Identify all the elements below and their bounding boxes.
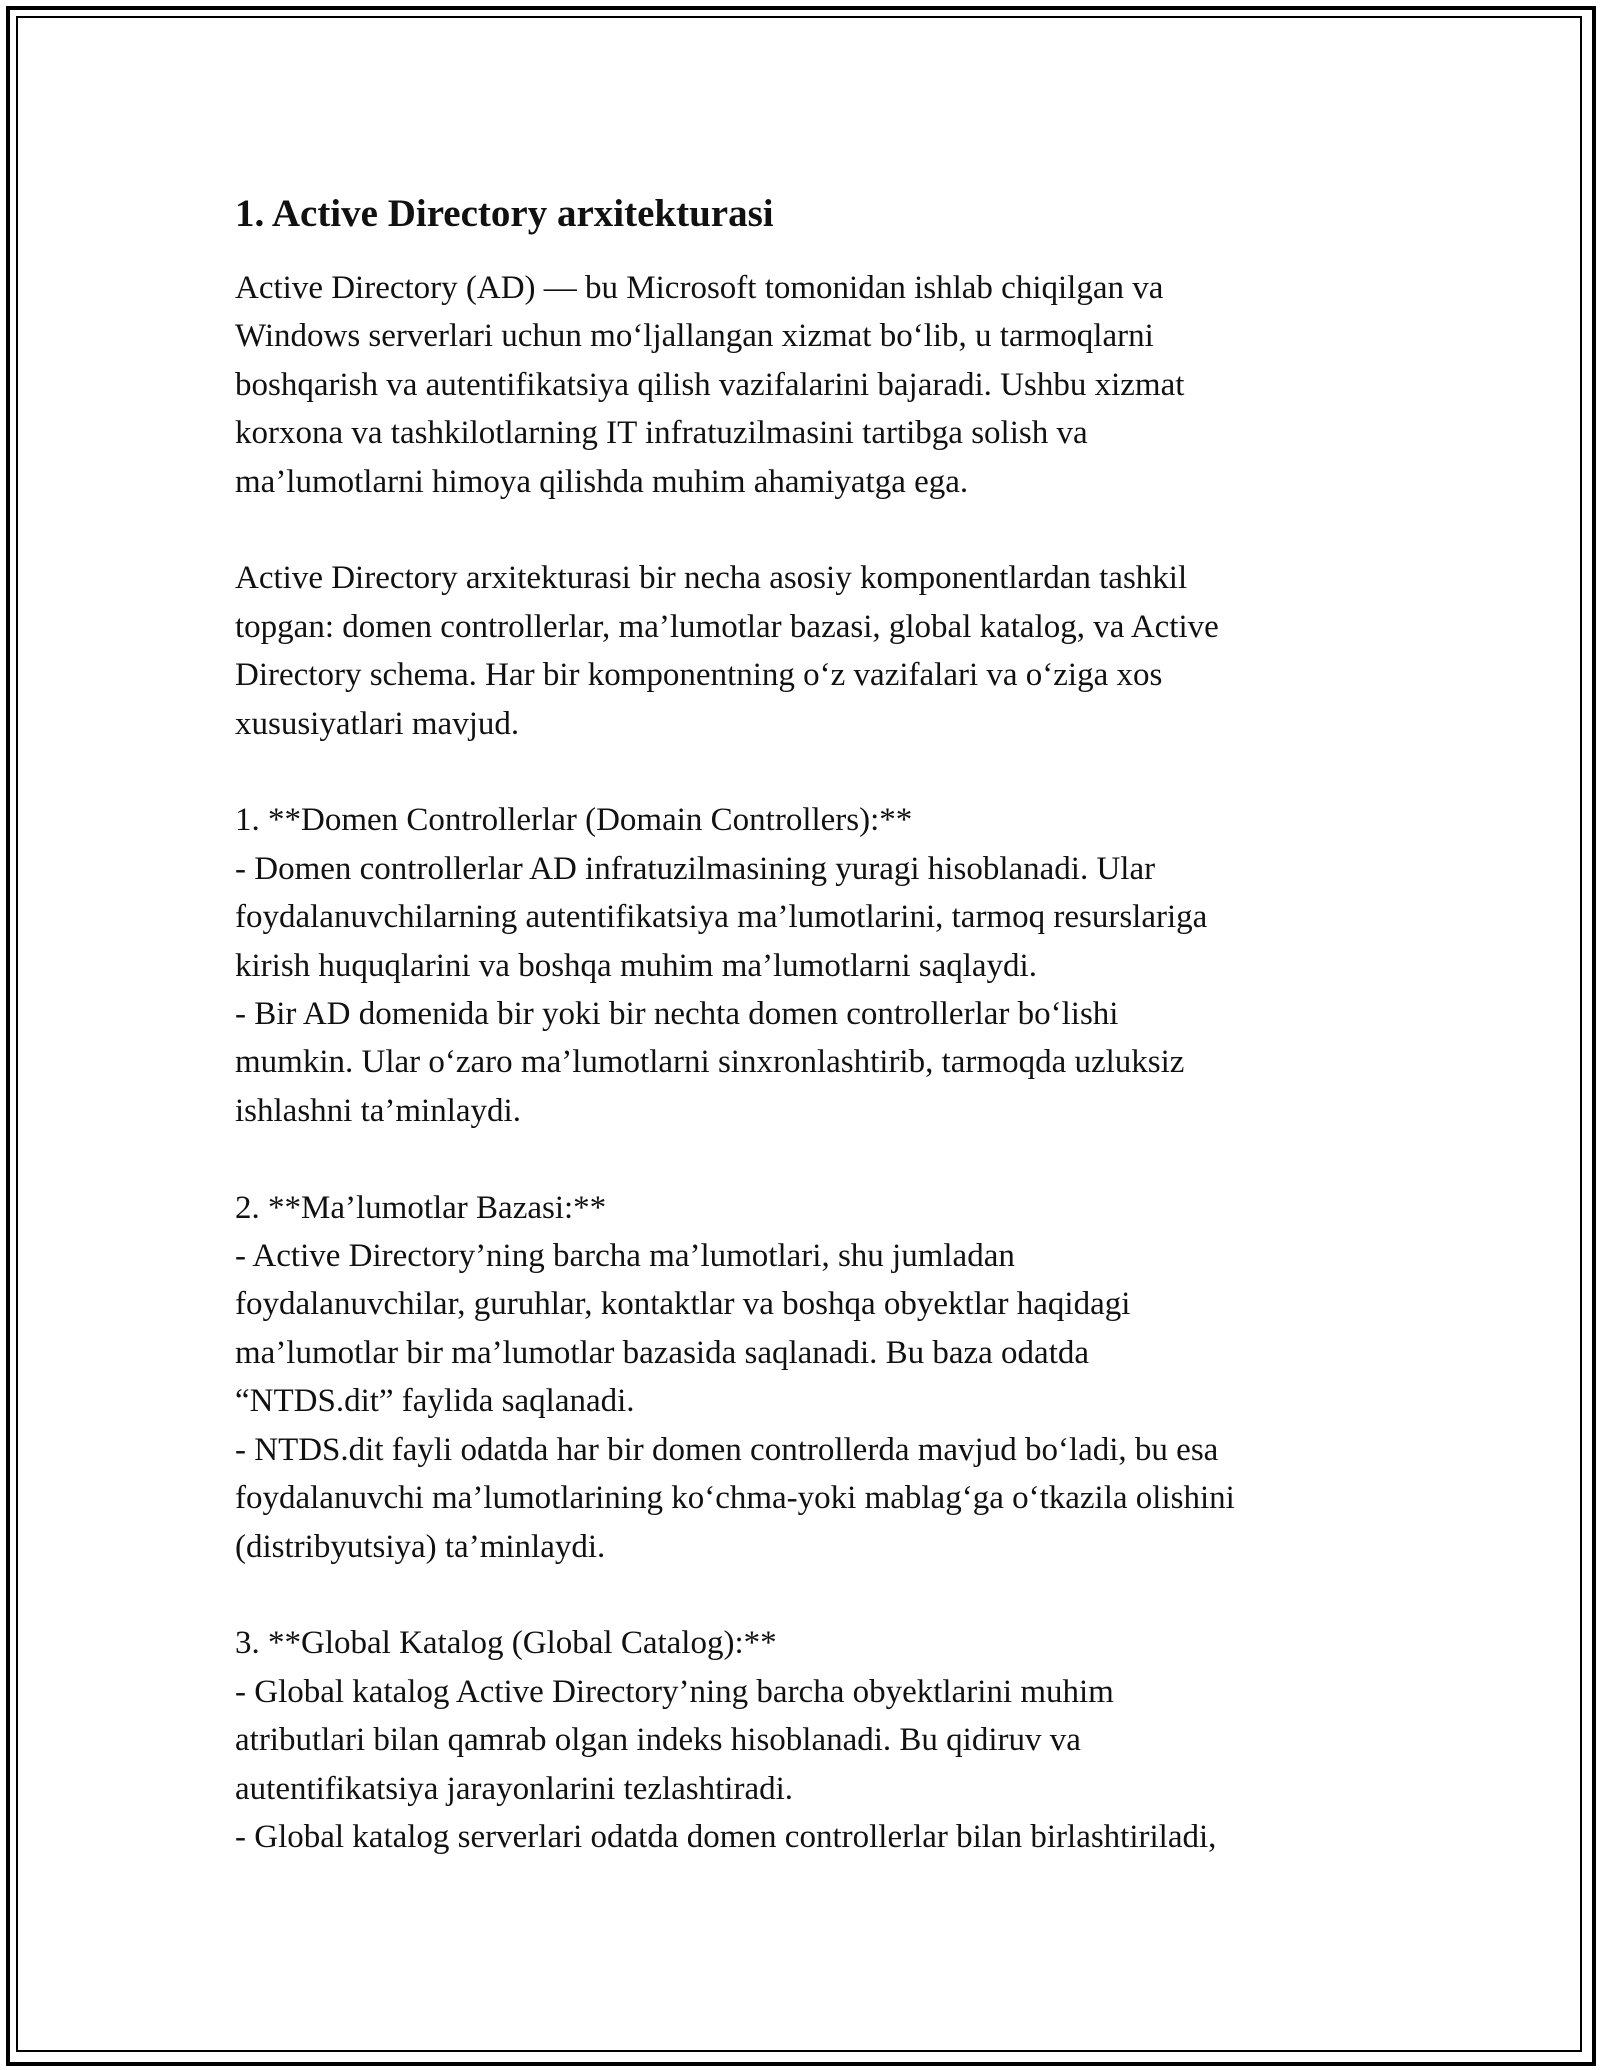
global-catalog-section: 3. **Global Katalog (Global Catalog):** - Global katalog Active Directory’ning barcha obyektlarini muhim atributlari bilan qamrab olgan indeks hisoblanadi. Bu qidiruv va autentifikatsiya jarayonlarini tezlashtiradi. - Global katalog serverlari odatda domen controllerlar bilan birlashtiriladi, xyxy=(235,1625,1217,1855)
domain-controllers-section: 1. **Domen Controllerlar (Domain Controllers):** - Domen controllerlar AD infratuzilmasining yuragi hisoblanadi. Ular foydalanuvchilarning autentifikatsiya ma’lumotlarini, tarmoq resurslariga kirish huquqlarini va boshqa muhim ma’lumotlarni saqlaydi. - Bir AD domenida bir yoki bir nechta domen controllerlar bo‘lishi mumkin. Ular o‘zaro ma’lumotlarni sinxronlashtirib, tarmoqda uzluksiz ishlashni ta’minlaydi. xyxy=(235,802,1208,1129)
paragraph-spacer xyxy=(235,748,1385,796)
paragraph-spacer xyxy=(235,506,1385,554)
document-body xyxy=(235,190,1385,1861)
architecture-paragraph: Active Directory arxitekturasi bir necha asosiy komponentlardan tashkil topgan: domen controllerlar, ma’lumotlar bazasi, global katalog, va Active Directory schema. Har bir komponentning o‘z vazifalari va o‘ziga xos xususiyatlari mavjud. xyxy=(235,560,1219,742)
database-section: 2. **Ma’lumotlar Bazasi:** - Active Directory’ning barcha ma’lumotlari, shu jumladan foydalanuvchilar, guruhlar, kontaktlar va boshqa obyektlar haqidagi ma’lumotlar bir ma’lumotlar bazasida saqlanadi. Bu baza odatda “NTDS.dit” faylida saqlanadi. - NTDS.dit fayli odatda har bir domen controllerda mavjud bo‘ladi, bu esa foydalanuvchi ma’lumotlarining ko‘chma-yoki mablag‘ga o‘tkazila olishini (distribyutsiya) ta’minlaydi. xyxy=(235,1189,1235,1565)
intro-paragraph: Active Directory (AD) — bu Microsoft tomonidan ishlab chiqilgan va Windows serverlari uchun mo‘ljallangan xizmat bo‘lib, u tarmoqlarni boshqarish va autentifikatsiya qilish vazifalarini bajaradi. Ushbu xizmat korxona va tashkilotlarning IT infratuzilmasini tartibga solish va ma’lumotlarni himoya qilishda muhim ahamiyatga ega. xyxy=(235,270,1185,500)
section-heading: 1. Active Directory arxitekturasi xyxy=(235,192,774,235)
paragraph-spacer xyxy=(235,1135,1385,1183)
paragraph-spacer xyxy=(235,1571,1385,1619)
